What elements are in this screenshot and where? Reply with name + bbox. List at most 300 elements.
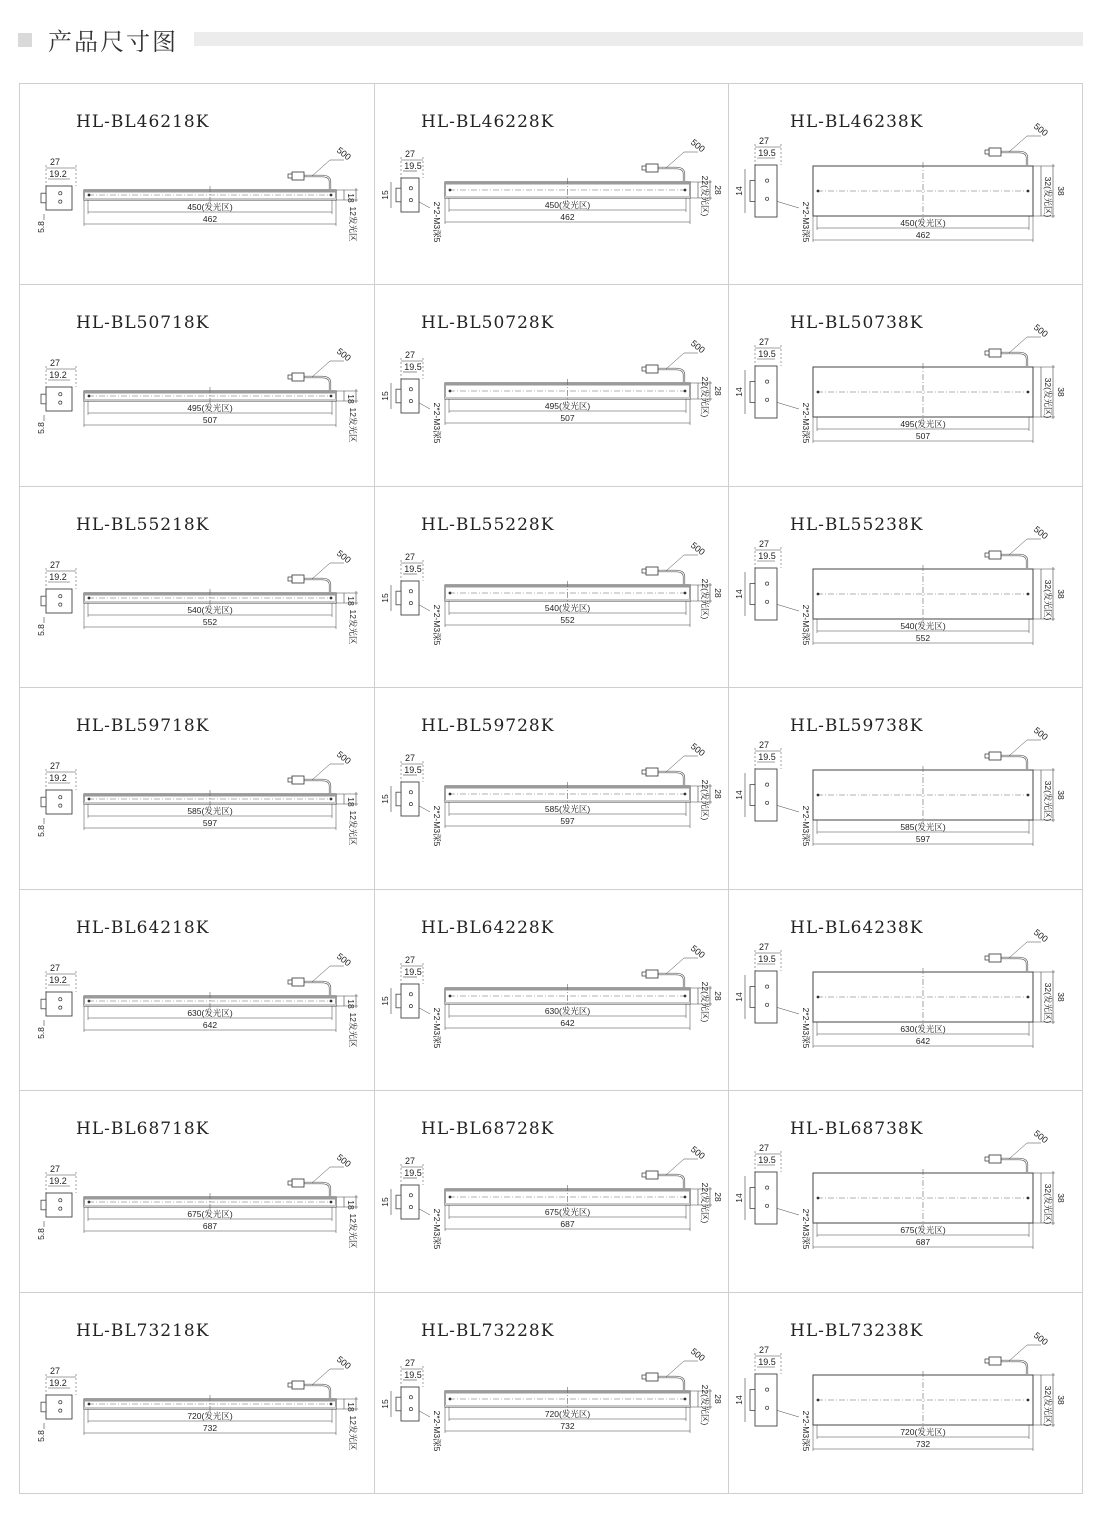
dim-offset-label: 15 (380, 190, 390, 200)
cable-connector (985, 121, 1050, 166)
dimension-drawing (20, 890, 374, 1090)
height-dimensions (1033, 1373, 1066, 1427)
dim-hole-pitch-label: 19.5 (758, 953, 776, 964)
emit-height-label (700, 1384, 710, 1425)
emit-length-label (900, 621, 946, 631)
emit-length-value: 540 (187, 604, 202, 615)
emit-area-suffix: (发光区) (1043, 387, 1053, 419)
side-view (36, 1366, 76, 1442)
dim-height-label: 28 (713, 386, 723, 397)
cable-connector (642, 137, 707, 182)
dimension-drawing (20, 1091, 374, 1291)
cable-connector (288, 145, 353, 190)
dim-height-label: 18 (346, 998, 356, 1009)
emit-area-suffix: (发光区) (700, 789, 710, 821)
product-cell (375, 1293, 729, 1494)
emit-length-value: 495 (544, 401, 560, 412)
dim-width-label: 27 (49, 358, 61, 369)
header-marker (18, 33, 32, 47)
light-bar-front-view (445, 782, 690, 806)
light-bar-front-view (445, 1387, 690, 1411)
dim-width-label: 27 (404, 149, 416, 159)
emit-area-suffix: (发光区) (700, 1192, 710, 1224)
emit-length-value: 450 (187, 202, 202, 212)
side-view (734, 1345, 811, 1452)
dim-height-label: 28 (713, 588, 723, 598)
model-number: HL-BL73238K (790, 1320, 924, 1341)
dimension-drawing (729, 1293, 1083, 1493)
emit-height-label (348, 1012, 358, 1047)
height-dimensions (1033, 768, 1066, 822)
total-length-label: 462 (560, 212, 575, 222)
dim-height-label: 18 (346, 1401, 356, 1412)
emit-length-value: 540 (544, 602, 560, 613)
emit-area-suffix: (发光区) (914, 1426, 946, 1437)
height-dimensions (336, 389, 358, 443)
emit-height-value: 22 (700, 981, 710, 991)
cable-length-label: 500 (1031, 121, 1050, 139)
light-bar-front-view (813, 766, 1033, 824)
cable-length-label: 500 (1031, 1128, 1050, 1146)
product-cell (20, 890, 375, 1091)
model-number: HL-BL55218K (76, 514, 210, 535)
emit-height-value: 22 (700, 175, 710, 186)
dim-height-label: 18 (346, 1200, 356, 1210)
side-view (380, 753, 442, 847)
dim-offset-label: 14 (734, 387, 744, 398)
dim-hole-pitch-label: 19.5 (758, 349, 776, 360)
length-dimensions (445, 198, 690, 224)
dimension-drawing (729, 84, 1083, 284)
emit-area-suffix: (发光区) (700, 990, 710, 1023)
emit-length-label (545, 200, 591, 210)
emit-area-suffix: (发光区) (559, 1005, 591, 1016)
model-number: HL-BL68718K (76, 1119, 210, 1140)
product-cell (729, 1293, 1083, 1494)
screw-spec-label: 2*2-M3深5 (801, 403, 811, 444)
emit-area-suffix: (发光区) (914, 822, 946, 833)
emit-area-suffix: 发光区 (348, 1424, 358, 1451)
emit-length-value: 720 (900, 1426, 915, 1437)
length-dimensions (445, 1004, 690, 1030)
side-view (36, 560, 76, 636)
cable-connector (985, 927, 1050, 972)
length-dimensions (445, 802, 690, 828)
emit-height-label (700, 579, 710, 620)
emit-length-value: 630 (544, 1005, 560, 1016)
dim-offset-label: 5.8 (36, 623, 46, 636)
screw-spec-label: 2*2-M3深5 (801, 1410, 811, 1451)
dimension-drawing (375, 1293, 729, 1493)
dim-width-label: 27 (758, 1344, 770, 1355)
emit-area-suffix: (发光区) (700, 1393, 710, 1425)
dimension-drawing (729, 688, 1083, 888)
emit-height-value: 12 (348, 1012, 358, 1022)
dimension-drawing (20, 1293, 374, 1493)
product-cell (20, 1293, 375, 1494)
model-number: HL-BL46218K (76, 112, 210, 132)
emit-height-value: 12 (348, 1415, 358, 1425)
emit-area-suffix: (发光区) (559, 602, 591, 613)
emit-height-value: 22 (700, 377, 710, 387)
emit-length-label (187, 1411, 233, 1421)
height-dimensions (1033, 365, 1066, 419)
emit-length-label (900, 218, 946, 228)
cable-length-label: 500 (688, 539, 707, 558)
dimension-drawing (20, 285, 374, 485)
product-cell (20, 688, 375, 889)
total-length-label: 732 (915, 1438, 931, 1449)
emit-area-suffix: (发光区) (201, 1410, 233, 1421)
dim-hole-pitch-label: 19.2 (49, 773, 67, 784)
total-length-label: 507 (202, 415, 218, 426)
product-cell (20, 285, 375, 486)
emit-length-label (187, 1209, 233, 1219)
dimension-grid (19, 83, 1083, 1494)
product-cell (375, 890, 729, 1091)
model-number: HL-BL59738K (790, 716, 924, 737)
dim-height-label: 38 (1056, 186, 1066, 196)
dim-width-label: 27 (758, 538, 770, 549)
product-cell (729, 285, 1083, 486)
dim-hole-pitch-label: 19.5 (758, 1155, 776, 1166)
dim-width-label: 27 (404, 1156, 416, 1167)
total-length-label: 462 (915, 230, 931, 240)
model-number: HL-BL55238K (790, 514, 924, 535)
cable-connector (288, 1354, 353, 1399)
dim-height-label: 38 (1056, 387, 1066, 398)
emit-height-label (700, 780, 710, 821)
dim-offset-label: 14 (734, 1394, 744, 1405)
model-number: HL-BL68738K (790, 1119, 924, 1140)
emit-height-label (1043, 177, 1053, 218)
cable-length-label: 500 (334, 346, 353, 364)
screw-spec-label: 2*2-M3深5 (801, 604, 811, 646)
model-number: HL-BL59728K (421, 716, 555, 737)
emit-length-label (545, 1409, 591, 1419)
emit-height-value: 12 (348, 206, 358, 216)
total-length-label: 462 (202, 214, 218, 224)
emit-length-value: 585 (900, 822, 915, 833)
emit-length-label (545, 1207, 591, 1217)
dim-width-label: 27 (49, 1164, 61, 1175)
cable-length-label: 500 (334, 749, 353, 767)
dim-hole-pitch-label: 19.2 (49, 571, 67, 582)
emit-length-value: 630 (900, 1023, 915, 1034)
height-dimensions (336, 1195, 358, 1249)
model-number: HL-BL50738K (790, 313, 924, 334)
emit-height-label (348, 1415, 358, 1450)
emit-length-label (545, 1006, 591, 1016)
emit-area-suffix: 发光区 (348, 215, 358, 242)
emit-height-label (1043, 1184, 1053, 1225)
emit-length-value: 585 (187, 806, 202, 817)
emit-area-suffix: 发光区 (348, 1223, 358, 1249)
length-dimensions (445, 399, 690, 425)
dimension-drawing (729, 890, 1083, 1090)
total-length-label: 642 (560, 1017, 575, 1028)
product-cell (729, 890, 1083, 1091)
dim-width-label: 27 (49, 559, 61, 570)
dim-offset-label: 14 (734, 589, 744, 599)
side-view (734, 539, 811, 646)
emit-area-suffix: (发光区) (700, 587, 710, 620)
emit-area-suffix: (发光区) (201, 1209, 233, 1220)
dim-offset-label: 15 (380, 1197, 390, 1207)
emit-length-label (900, 1427, 946, 1437)
cable-connector (288, 548, 353, 593)
dimension-drawing (20, 84, 374, 284)
emit-length-label (545, 401, 591, 411)
dim-offset-label: 5.8 (36, 422, 46, 435)
emit-area-suffix: (发光区) (914, 1023, 946, 1034)
dim-height-label: 38 (1056, 790, 1066, 801)
side-view (36, 358, 76, 434)
emit-area-suffix: (发光区) (201, 604, 233, 615)
cable-connector (642, 943, 707, 988)
dim-height-label: 28 (713, 185, 723, 195)
cable-length-label: 500 (1031, 1329, 1050, 1347)
dim-width-label: 27 (49, 761, 61, 772)
dim-hole-pitch-label: 19.2 (49, 370, 67, 381)
emit-height-value: 12 (348, 407, 358, 418)
screw-spec-label: 2*2-M3深5 (432, 805, 442, 847)
emit-length-value: 675 (187, 1209, 202, 1220)
emit-area-suffix: (发光区) (1043, 790, 1053, 822)
light-bar-front-view (445, 178, 690, 202)
total-length-label: 597 (560, 816, 575, 827)
emit-height-label (700, 377, 710, 418)
total-length-label: 597 (915, 834, 931, 845)
side-view (36, 1164, 76, 1240)
emit-length-value: 630 (187, 1007, 202, 1018)
dim-width-label: 27 (404, 753, 416, 764)
dimension-drawing (20, 487, 374, 687)
dim-height-label: 28 (713, 789, 723, 800)
length-dimensions (813, 619, 1033, 645)
dim-hole-pitch-label: 19.5 (404, 161, 422, 171)
length-dimensions (813, 1425, 1033, 1451)
dim-width-label: 27 (758, 136, 770, 146)
emit-length-label (900, 1225, 946, 1235)
side-view (734, 337, 811, 444)
emit-length-label (187, 403, 233, 413)
emit-area-suffix: (发光区) (1043, 1394, 1053, 1426)
height-dimensions (336, 1397, 358, 1451)
dim-offset-label: 5.8 (36, 1429, 46, 1442)
height-dimensions (1033, 164, 1066, 218)
emit-height-value: 22 (700, 578, 710, 588)
emit-length-value: 675 (544, 1207, 560, 1218)
total-length-label: 552 (560, 614, 575, 625)
emit-height-value: 22 (700, 1182, 710, 1193)
cable-connector (985, 322, 1050, 367)
model-number: HL-BL50728K (421, 313, 555, 334)
light-bar-front-view (813, 1169, 1033, 1227)
cable-connector (642, 1346, 707, 1391)
length-dimensions (84, 401, 336, 427)
total-length-label: 552 (915, 632, 931, 643)
dim-offset-label: 15 (380, 391, 390, 402)
side-view (734, 136, 811, 243)
light-bar-front-view (445, 379, 690, 403)
length-dimensions (813, 417, 1033, 443)
length-dimensions (813, 820, 1033, 846)
dim-height-label: 38 (1056, 1394, 1066, 1405)
header-rule (194, 32, 1083, 46)
dim-hole-pitch-label: 19.5 (758, 148, 776, 158)
dim-height-label: 18 (346, 596, 356, 606)
total-length-label: 642 (202, 1019, 218, 1030)
model-number: HL-BL64228K (421, 917, 555, 938)
dim-offset-label: 14 (734, 790, 744, 801)
cable-connector (642, 1144, 707, 1189)
emit-height-label (1043, 580, 1053, 621)
model-number: HL-BL50718K (76, 313, 210, 334)
product-cell (729, 487, 1083, 688)
cable-length-label: 500 (334, 950, 353, 968)
dim-offset-label: 14 (734, 1193, 744, 1203)
cable-length-label: 500 (1031, 322, 1050, 340)
emit-area-suffix: (发光区) (914, 620, 946, 631)
height-dimensions (690, 1384, 723, 1425)
dim-offset-label: 15 (380, 995, 390, 1006)
total-length-label: 507 (915, 431, 931, 442)
cable-connector (985, 1128, 1050, 1173)
dim-hole-pitch-label: 19.2 (49, 169, 67, 179)
cable-length-label: 500 (688, 338, 707, 356)
emit-height-value: 32 (1043, 780, 1053, 791)
length-dimensions (813, 1022, 1033, 1048)
dim-width-label: 27 (758, 1143, 770, 1154)
emit-height-label (348, 1214, 358, 1249)
side-view (380, 552, 442, 646)
emit-area-suffix: 发光区 (348, 820, 358, 846)
emit-area-suffix: (发光区) (914, 419, 946, 430)
cable-length-label: 500 (688, 137, 707, 155)
dim-hole-pitch-label: 19.5 (758, 550, 776, 561)
light-bar-front-view (813, 363, 1033, 421)
total-length-label: 687 (560, 1219, 575, 1230)
dim-offset-label: 5.8 (36, 825, 46, 838)
light-bar-front-view (445, 581, 690, 605)
length-dimensions (445, 1205, 690, 1231)
emit-height-label (348, 207, 358, 242)
emit-area-suffix: 发光区 (348, 618, 358, 645)
dim-hole-pitch-label: 19.5 (758, 752, 776, 763)
cable-connector (288, 346, 353, 391)
dim-width-label: 27 (404, 350, 416, 361)
emit-length-label (545, 603, 591, 613)
emit-height-value: 32 (1043, 982, 1053, 992)
length-dimensions (84, 603, 336, 629)
height-dimensions (336, 591, 358, 645)
emit-length-value: 675 (900, 1225, 915, 1236)
emit-length-value: 450 (900, 218, 915, 228)
dim-hole-pitch-label: 19.5 (758, 1356, 776, 1367)
cable-length-label: 500 (334, 145, 353, 163)
total-length-label: 597 (202, 818, 218, 829)
emit-length-value: 585 (544, 804, 560, 815)
emit-area-suffix: (发光区) (914, 218, 946, 228)
dim-height-label: 38 (1056, 1193, 1066, 1203)
dim-offset-label: 15 (380, 593, 390, 603)
dim-width-label: 27 (49, 962, 61, 973)
model-number: HL-BL64218K (76, 917, 210, 938)
emit-length-value: 495 (187, 403, 202, 414)
screw-spec-label: 2*2-M3深5 (432, 1410, 442, 1451)
dimension-drawing (375, 688, 729, 888)
emit-length-value: 540 (900, 620, 915, 631)
dim-width-label: 27 (758, 941, 770, 952)
cable-length-label: 500 (688, 741, 707, 759)
screw-spec-label: 2*2-M3深5 (432, 1208, 442, 1250)
screw-spec-label: 2*2-M3深5 (432, 604, 442, 646)
dim-hole-pitch-label: 19.2 (49, 1377, 67, 1388)
side-view (380, 350, 442, 444)
emit-height-label (1043, 1385, 1053, 1426)
model-number: HL-BL73218K (76, 1320, 210, 1341)
product-cell (20, 1091, 375, 1292)
height-dimensions (336, 188, 358, 242)
screw-spec-label: 2*2-M3深5 (432, 403, 442, 444)
cable-length-label: 500 (334, 1353, 353, 1371)
emit-area-suffix: (发光区) (700, 185, 710, 217)
cable-length-label: 500 (688, 942, 707, 960)
emit-area-suffix: (发光区) (201, 806, 233, 817)
dimension-drawing (375, 487, 729, 687)
emit-area-suffix: 发光区 (348, 417, 358, 443)
emit-height-value: 12 (348, 810, 358, 821)
side-view (380, 1358, 442, 1452)
dimension-drawing (729, 487, 1083, 687)
screw-spec-label: 2*2-M3深5 (801, 805, 811, 847)
product-cell (375, 84, 729, 285)
dim-width-label: 27 (404, 551, 416, 562)
model-number: HL-BL73228K (421, 1320, 555, 1341)
emit-area-suffix: (发光区) (559, 1207, 591, 1218)
height-dimensions (1033, 1171, 1066, 1225)
dim-height-label: 18 (346, 797, 356, 808)
dim-offset-label: 5.8 (36, 1228, 46, 1241)
cable-length-label: 500 (688, 1345, 707, 1363)
cable-length-label: 500 (1031, 926, 1050, 944)
length-dimensions (445, 601, 690, 627)
emit-height-value: 32 (1043, 579, 1053, 589)
emit-area-suffix: (发光区) (700, 386, 710, 418)
cable-connector (985, 1330, 1050, 1375)
dim-offset-label: 5.8 (36, 221, 46, 233)
emit-length-value: 495 (900, 419, 915, 430)
dim-hole-pitch-label: 19.2 (49, 974, 67, 985)
dim-height-label: 18 (346, 394, 356, 405)
emit-height-label (1043, 378, 1053, 419)
emit-height-value: 32 (1043, 176, 1053, 187)
emit-length-label (187, 806, 233, 816)
emit-area-suffix: (发光区) (1043, 1193, 1053, 1225)
emit-area-suffix: 发光区 (348, 1021, 358, 1048)
emit-height-label (348, 408, 358, 443)
cable-connector (288, 1152, 353, 1197)
dim-hole-pitch-label: 19.5 (404, 362, 422, 373)
dim-offset-label: 15 (380, 794, 390, 805)
dim-offset-label: 15 (380, 1398, 390, 1409)
emit-area-suffix: (发光区) (1043, 991, 1053, 1024)
emit-height-value: 32 (1043, 1183, 1053, 1194)
screw-spec-label: 2*2-M3深5 (432, 1007, 442, 1049)
model-number: HL-BL46228K (421, 112, 555, 132)
total-length-label: 732 (202, 1422, 218, 1433)
